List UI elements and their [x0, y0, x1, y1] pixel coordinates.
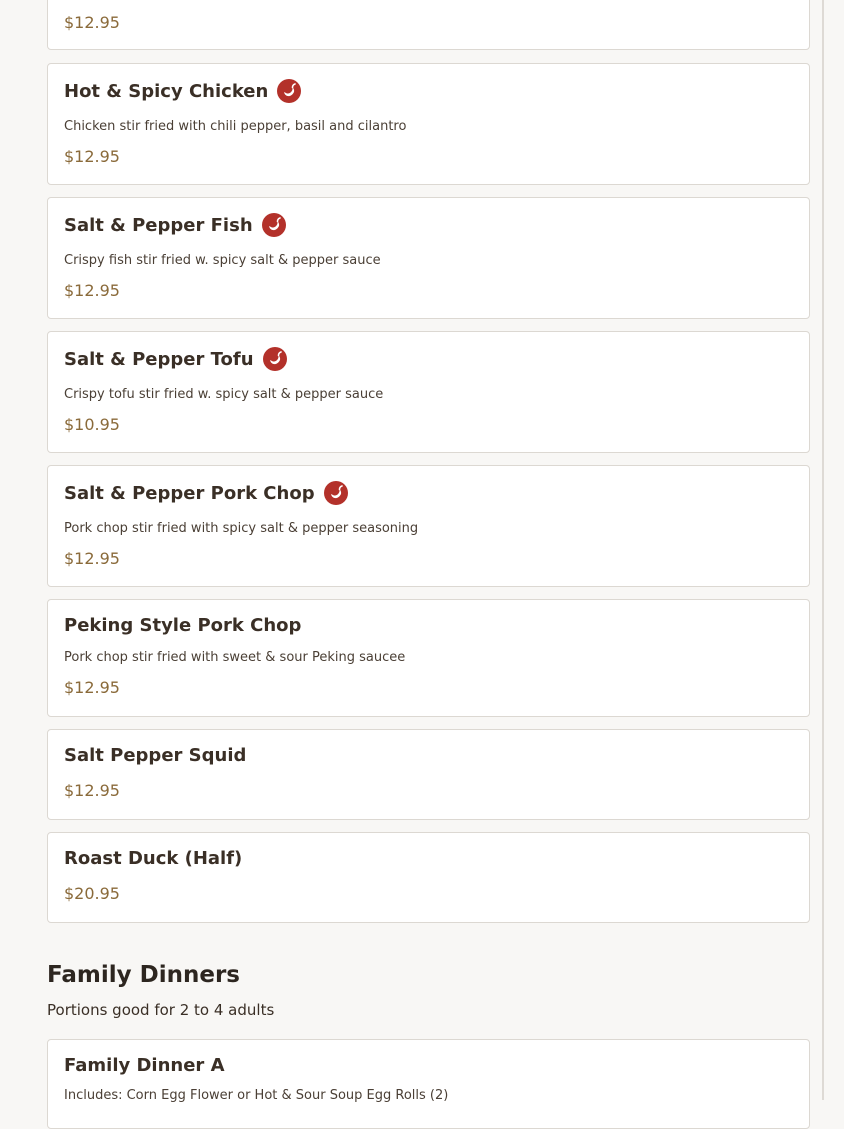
item-price: $12.95: [64, 281, 120, 300]
item-name-row: [64, 615, 301, 636]
item-name: Peking Style Pork Chop: [64, 615, 302, 636]
chili-pepper-icon: [277, 79, 301, 103]
item-description: Crispy tofu stir fried w. spicy salt & pepper sauce: [64, 387, 384, 402]
menu-item-card[interactable]: [47, 331, 810, 453]
section-title: Family Dinners: [47, 962, 240, 988]
item-name: Salt & Pepper Pork Chop: [64, 482, 315, 504]
item-price: $12.95: [64, 549, 120, 568]
menu-item-card[interactable]: [47, 1039, 810, 1129]
item-name-row: [64, 745, 246, 766]
item-price: $12.95: [64, 13, 120, 32]
menu-item-card[interactable]: [47, 63, 810, 185]
item-name-row: [64, 1055, 225, 1076]
item-price: $12.95: [64, 678, 120, 697]
item-description: Pork chop stir fried with spicy salt & pepper seasoning: [64, 521, 419, 536]
item-description: Chicken stir fried with chili pepper, basil and cilantro: [64, 119, 407, 134]
menu-item-card[interactable]: [47, 0, 810, 50]
item-name: Salt & Pepper Tofu: [64, 348, 254, 370]
item-description: Pork chop stir fried with sweet & sour Peking saucee: [64, 650, 406, 665]
item-name: Roast Duck (Half): [64, 848, 243, 869]
item-description: Crispy fish stir fried w. spicy salt & pepper sauce: [64, 253, 381, 268]
item-name-row: [64, 79, 301, 103]
item-name: Family Dinner A: [64, 1055, 225, 1076]
chili-pepper-icon: [263, 347, 287, 371]
item-name: Salt Pepper Squid: [64, 745, 247, 766]
item-price: $12.95: [64, 781, 120, 800]
item-name-row: [64, 481, 348, 505]
item-price: $12.95: [64, 147, 120, 166]
menu-item-card[interactable]: [47, 197, 810, 319]
item-name: Hot & Spicy Chicken: [64, 80, 269, 102]
item-description: Includes: Corn Egg Flower or Hot & Sour Soup Egg Rolls (2): [64, 1088, 449, 1103]
item-name: Salt & Pepper Fish: [64, 214, 253, 236]
chili-pepper-icon: [324, 481, 348, 505]
chili-pepper-icon: [262, 213, 286, 237]
item-price: $20.95: [64, 884, 120, 903]
menu-item-card[interactable]: [47, 599, 810, 717]
item-name-row: [64, 213, 286, 237]
item-name-row: [64, 347, 287, 371]
menu-item-card[interactable]: [47, 832, 810, 923]
item-price: $10.95: [64, 415, 120, 434]
section-subtitle: Portions good for 2 to 4 adults: [47, 1001, 275, 1019]
menu-item-card[interactable]: [47, 465, 810, 587]
menu-item-card[interactable]: [47, 729, 810, 820]
scroll-divider: [822, 0, 824, 1100]
item-name-row: [64, 848, 242, 869]
